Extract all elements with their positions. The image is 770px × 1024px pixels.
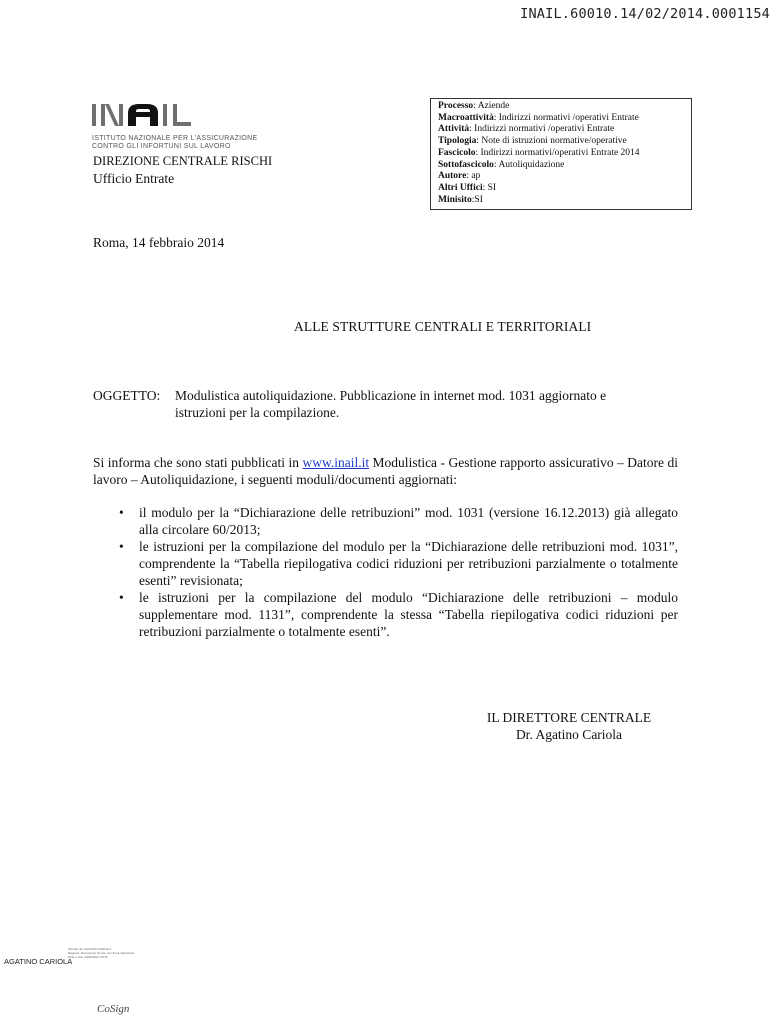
signer-title: IL DIRETTORE CENTRALE	[486, 710, 652, 725]
inail-logo-mark	[92, 103, 224, 127]
signature-block	[474, 709, 664, 743]
meta-row: Sottofascicolo: Autoliquidazione	[438, 159, 565, 170]
meta-row: Minisito:SI	[438, 194, 483, 205]
meta-value: SI	[487, 182, 497, 193]
meta-key: Altri Uffici	[438, 182, 483, 193]
meta-key: Attività	[438, 124, 470, 135]
letter-date: Roma, 14 febbraio 2014	[93, 235, 225, 250]
logo-subtitle	[92, 135, 267, 151]
recipients: ALLE STRUTTURE CENTRALI E TERRITORIALI	[294, 319, 592, 334]
meta-key: Processo	[438, 101, 474, 111]
meta-row: Autore: ap	[438, 171, 481, 182]
issuing-office	[93, 152, 272, 188]
meta-value: Indirizzi normativi/operativi Entrate 2014	[480, 147, 640, 158]
meta-key: Fascicolo	[438, 147, 476, 158]
meta-key: Minisito	[438, 194, 472, 205]
cosign-logo: CoSign	[97, 1003, 130, 1015]
protocol-number: INAIL.60010.14/02/2014.0001154	[520, 6, 770, 22]
inail-logo	[92, 103, 267, 151]
list-item: • le istruzioni per la compilazione del modulo “Dichiarazione delle retribuzioni – modulo supplementare mod. 1131”, comprendente la stessa “Tabella riepilogativa codici riduzioni per retribuzioni parzialmente o totalmente esenti”.	[117, 589, 678, 640]
meta-row: Processo: Aziende	[438, 101, 510, 111]
meta-value: Indirizzi normativi /operativi Entrate	[474, 124, 615, 135]
logo-subtitle-line1: ISTITUTO NAZIONALE PER L'ASSICURAZIONE	[92, 135, 258, 142]
digital-signer-name: AGATINO CARIOLA	[4, 957, 73, 966]
meta-row: Macroattività: Indirizzi normativi /operativi Entrate	[438, 112, 639, 123]
meta-row: Altri Uffici: SI	[438, 182, 497, 193]
list-item: • le istruzioni per la compilazione del modulo per la “Dichiarazione delle retribuzioni mod. 1031”, comprendente la “Tabella riepilogativa codici riduzioni per retribuzioni parzialmente o totalmente esenti” revisionata;	[117, 538, 678, 589]
signer-name: Dr. Agatino Cariola	[515, 727, 623, 742]
office-unit: Ufficio Entrate	[93, 171, 175, 186]
subject-label: OGGETTO:	[93, 388, 161, 403]
digital-signature-details: Firmato da: AGATINO CARIOLA Ragione: Documento firmato con firma elettronica Data e Ora: 14/02/2014 09:46	[68, 947, 135, 959]
meta-row: Tipologia: Note di istruzioni normative/operative	[438, 136, 627, 147]
classification-box	[430, 98, 692, 210]
meta-key: Autore	[438, 171, 467, 182]
office-direction: DIREZIONE CENTRALE RISCHI	[93, 154, 273, 168]
meta-value: ap	[471, 171, 481, 182]
meta-key: Macroattività	[438, 112, 494, 123]
meta-value: Autoliquidazione	[498, 159, 565, 170]
meta-key: Tipologia	[438, 136, 477, 147]
meta-value: Indirizzi normativi /operativi Entrate	[498, 112, 639, 123]
meta-key: Sottofascicolo	[438, 159, 494, 170]
subject-line2: istruzioni per la compilazione.	[175, 405, 340, 420]
meta-value: SI	[474, 194, 483, 205]
subject-block	[93, 387, 678, 421]
logo-subtitle-line2: CONTRO GLI INFORTUNI SUL LAVORO	[92, 143, 231, 150]
meta-row: Fascicolo: Indirizzi normativi/operativi Entrate 2014	[438, 147, 640, 158]
list-item: • il modulo per la “Dichiarazione delle retribuzioni” mod. 1031 (versione 16.12.2013) già allegato alla circolare 60/2013;	[117, 504, 678, 538]
meta-value: Note di istruzioni normative/operative	[481, 136, 627, 147]
subject-line1: Modulistica autoliquidazione. Pubblicazione in internet mod. 1031 aggiornato e	[175, 388, 607, 403]
meta-row: Attività: Indirizzi normativi /operativi Entrate	[438, 124, 615, 135]
document-list	[117, 504, 678, 640]
intro-paragraph: Si informa che sono stati pubblicati in www.inail.it Modulistica - Gestione rapporto assicurativo – Datore di lavoro – Autoliquidazione, i seguenti moduli/documenti aggiornati:	[93, 455, 678, 487]
meta-value: Aziende	[477, 101, 510, 111]
inail-website-link[interactable]: www.inail.it	[302, 455, 370, 470]
